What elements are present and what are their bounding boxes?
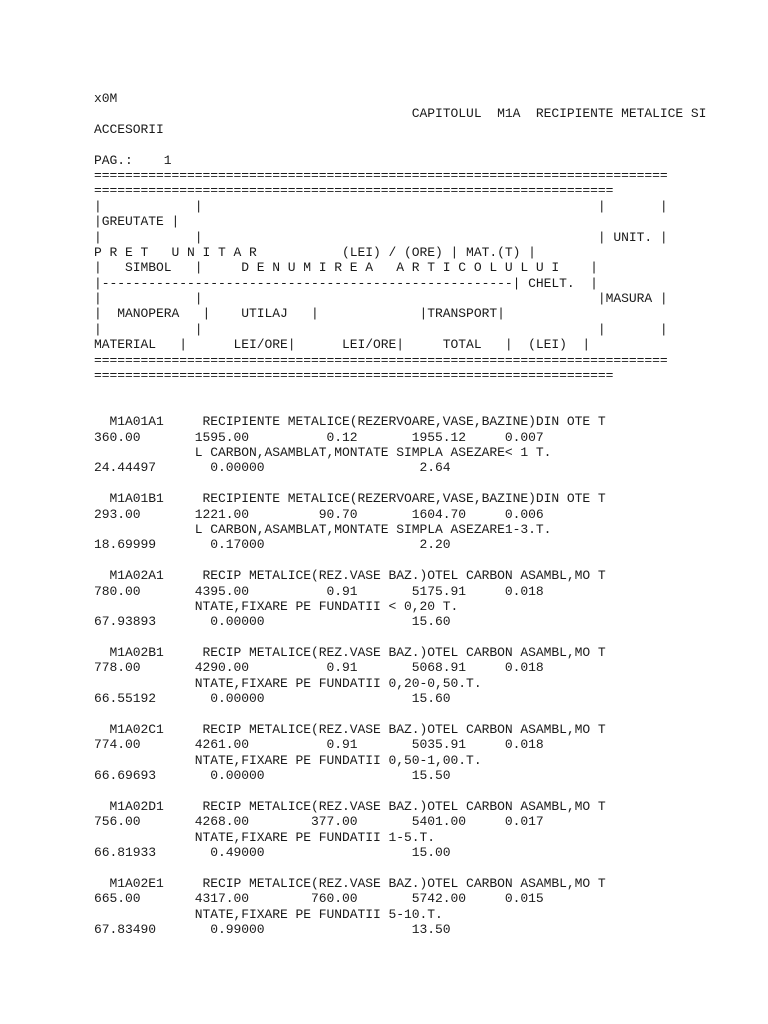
- text-line: x0M: [94, 91, 118, 106]
- text-line: 778.00 4290.00 0.91 5068.91 0.018: [94, 660, 544, 676]
- text-line: MATERIAL | LEI/ORE| LEI/ORE| TOTAL | (LEI) |: [94, 337, 591, 353]
- text-line: 293.00 1221.00 90.70 1604.70 0.006: [94, 506, 544, 522]
- text-line: M1A02D1 RECIP METALICE(REZ.VASE BAZ.)OTEL CARBON ASAMBL,MO T: [94, 798, 606, 814]
- text-line: 780.00 4395.00 0.91 5175.91 0.018: [94, 583, 544, 599]
- text-line: 665.00 4317.00 760.00 5742.00 0.015: [94, 891, 544, 907]
- text-line: NTATE,FIXARE PE FUNDATII 0,20-0,50.T.: [94, 675, 482, 691]
- text-line: M1A02C1 RECIP METALICE(REZ.VASE BAZ.)OTEL CARBON ASAMBL,MO T: [94, 722, 606, 738]
- text-line: [94, 476, 754, 491]
- text-line: [94, 383, 754, 398]
- text-line: | MANOPERA | UTILAJ | |TRANSPORT|: [94, 306, 505, 322]
- text-line: 67.83490 0.99000 13.50: [94, 922, 451, 938]
- text-line: | | |MASURA |: [94, 291, 668, 307]
- text-line: 774.00 4261.00 0.91 5035.91 0.018: [94, 737, 544, 753]
- document-text: [94, 91, 754, 937]
- text-line: M1A01B1 RECIPIENTE METALICE(REZERVOARE,VASE,BAZINE)DIN OTE T: [94, 491, 606, 507]
- text-line: ===================================================================: [94, 368, 614, 384]
- text-line: NTATE,FIXARE PE FUNDATII < 0,20 T.: [94, 598, 459, 614]
- document-page: [94, 91, 754, 937]
- text-line: M1A02E1 RECIP METALICE(REZ.VASE BAZ.)OTEL CARBON ASAMBL,MO T: [94, 875, 606, 891]
- text-line: [94, 553, 754, 568]
- text-line: ===================================================================: [94, 183, 614, 199]
- text-line: | | | |: [94, 198, 668, 214]
- text-line: 24.44497 0.00000 2.64: [94, 460, 451, 476]
- text-line: [94, 399, 754, 414]
- text-line: P R E T U N I T A R (LEI) / (ORE) | MAT.(T) |: [94, 244, 536, 260]
- text-line: ACCESORII: [94, 121, 164, 137]
- text-line: |GREUTATE |: [94, 214, 180, 230]
- text-line: | | | UNIT. |: [94, 229, 668, 245]
- text-line: 67.93893 0.00000 15.60: [94, 614, 451, 630]
- text-line: 66.81933 0.49000 15.00: [94, 845, 451, 861]
- text-line: 66.69693 0.00000 15.50: [94, 768, 451, 784]
- text-line: M1A01A1 RECIPIENTE METALICE(REZERVOARE,VASE,BAZINE)DIN OTE T: [94, 414, 606, 430]
- text-line: L CARBON,ASAMBLAT,MONTATE SIMPLA ASEZARE1-3.T.: [94, 521, 552, 537]
- text-line: NTATE,FIXARE PE FUNDATII 0,50-1,00.T.: [94, 752, 482, 768]
- text-line: ==========================================================================: [94, 352, 668, 368]
- text-line: 756.00 4268.00 377.00 5401.00 0.017: [94, 814, 544, 830]
- text-line: M1A02B1 RECIP METALICE(REZ.VASE BAZ.)OTEL CARBON ASAMBL,MO T: [94, 645, 606, 661]
- text-line: ==========================================================================: [94, 167, 668, 183]
- text-line: M1A02A1 RECIP METALICE(REZ.VASE BAZ.)OTEL CARBON ASAMBL,MO T: [94, 568, 606, 584]
- text-line: 18.69999 0.17000 2.20: [94, 537, 451, 553]
- text-line: PAG.: 1: [94, 152, 172, 168]
- text-line: [94, 861, 754, 876]
- text-line: | SIMBOL | D E N U M I R E A A R T I C O L U L U I |: [94, 260, 598, 276]
- text-line: | | | |: [94, 321, 668, 337]
- text-line: NTATE,FIXARE PE FUNDATII 1-5.T.: [94, 829, 436, 845]
- text-line: [94, 630, 754, 645]
- text-line: CAPITOLUL M1A RECIPIENTE METALICE SI: [94, 106, 707, 122]
- text-line: [94, 707, 754, 722]
- text-line: 66.55192 0.00000 15.60: [94, 691, 451, 707]
- text-line: [94, 137, 754, 152]
- text-line: 360.00 1595.00 0.12 1955.12 0.007: [94, 429, 544, 445]
- text-line: |-----------------------------------------------------| CHELT. |: [94, 275, 598, 291]
- text-line: NTATE,FIXARE PE FUNDATII 5-10.T.: [94, 906, 443, 922]
- text-line: [94, 784, 754, 799]
- text-line: L CARBON,ASAMBLAT,MONTATE SIMPLA ASEZARE< 1 T.: [94, 444, 552, 460]
